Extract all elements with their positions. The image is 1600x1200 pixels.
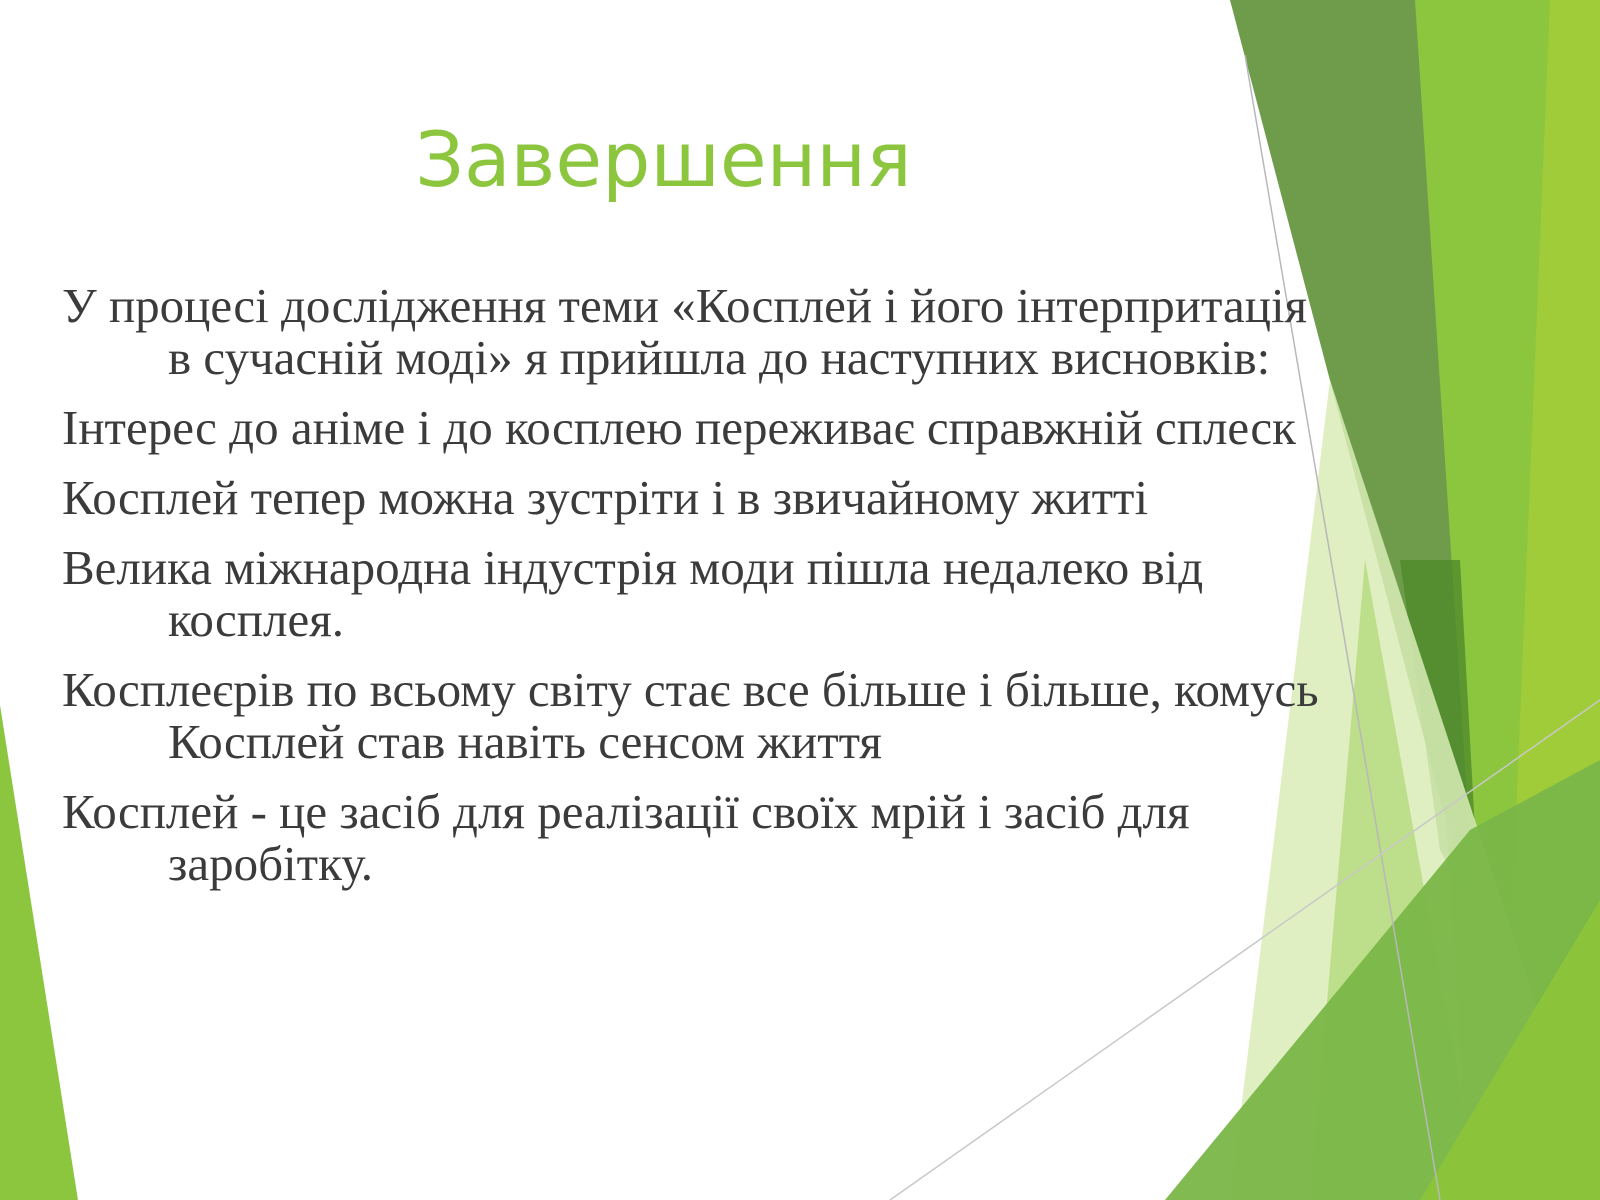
paragraph-cosplayers-growth: Косплеєрів по всьому світу стає все більше і більше, комусь Косплей став навіть сенсом життя [62, 662, 1319, 769]
conclusion-list [62, 280, 1322, 908]
paragraph-anime-interest: Інтерес до аніме і до косплею переживає справжній сплеск [62, 400, 1296, 455]
paragraph-fashion-industry: Велика міжнародна індустрія моди пішла недалеко від косплея. [62, 540, 1204, 647]
paragraph-intro: У процесі дослідження теми «Косплей і його інтерпритація в сучасній моді» я прийшла до наступних висновків: [62, 278, 1308, 385]
paragraph-everyday-life: Косплей тепер можна зустріти і в звичайному житті [62, 470, 1149, 525]
slide-title: Завершення [415, 115, 912, 204]
paragraph-dreams-earnings: Косплей - це засіб для реалізації своїх мрій і засіб для заробітку. [62, 784, 1190, 891]
